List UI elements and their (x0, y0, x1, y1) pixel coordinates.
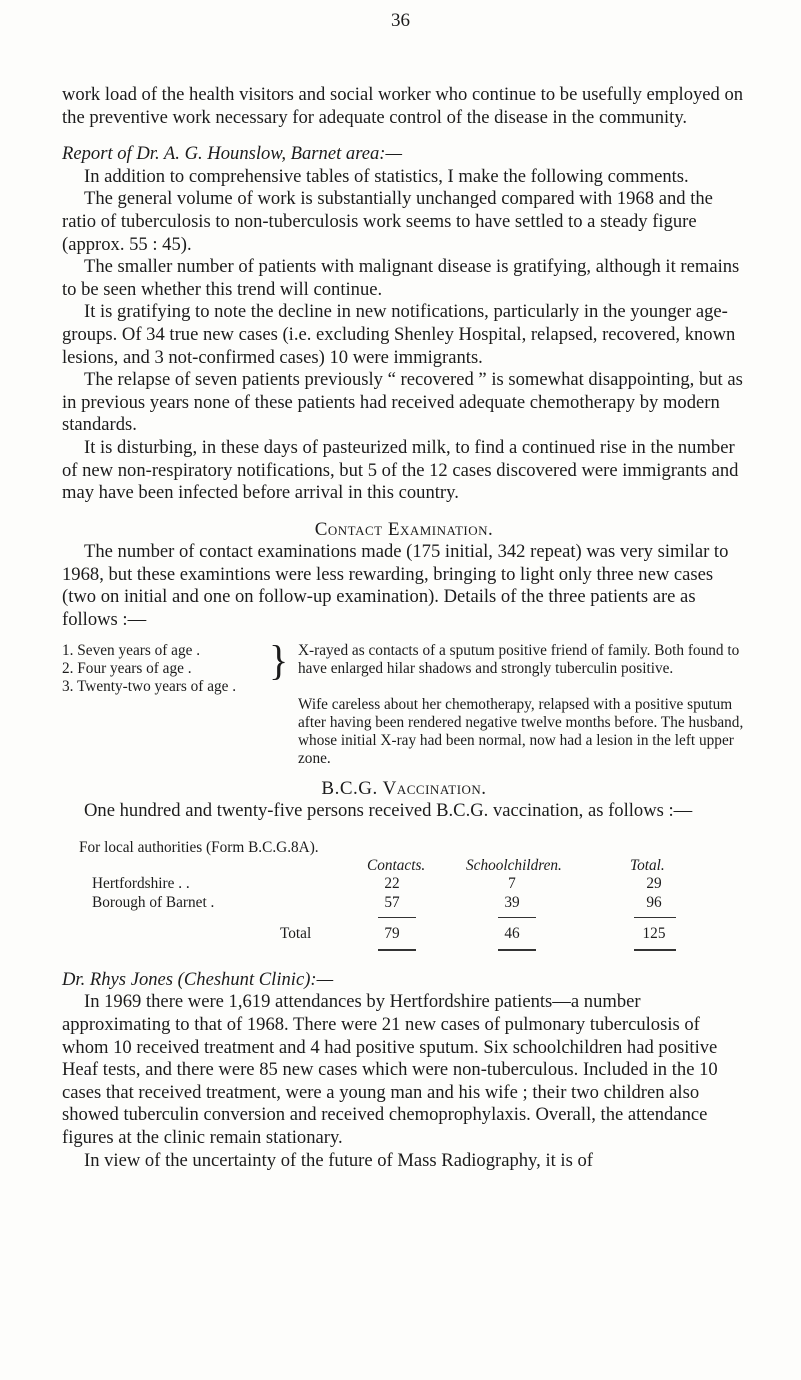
total-value: 46 (504, 924, 520, 942)
total-value: 125 (642, 924, 666, 942)
paragraph-mass-radiography: In view of the uncertainty of the future of Mass Radiography, it is of (84, 1149, 593, 1171)
cell-value: 57 (384, 893, 400, 911)
paragraph-relapse: The relapse of seven patients previously “ recovered ” is somewhat disappointing, but as in previous years none of these patients had received adequate chemotherapy by modern standards. (62, 369, 743, 436)
paragraph-notifications: It is gratifying to note the decline in new notifications, particularly in the younger age-groups. Of 34 true new cases (i.e. excluding Shenley Hospital, relapsed, recovered, known lesions, and 3 not-confirmed cases) 10 were immigrants. (62, 301, 736, 368)
paragraph-comments: In addition to comprehensive tables of statistics, I make the following comments. (84, 165, 689, 187)
cell-value: 39 (504, 893, 520, 911)
subtotal-rule (498, 917, 536, 918)
bcg-vaccination-heading: B.C.G. Vaccination. (321, 777, 487, 799)
case-list (62, 636, 746, 768)
paragraph-bcg: One hundred and twenty-five persons received B.C.G. vaccination, as follows :— (84, 800, 693, 822)
table-row (62, 875, 746, 894)
subtotal-rule (378, 917, 416, 918)
brace-symbol: } (269, 636, 289, 684)
table-row (62, 894, 746, 913)
table-total-row (62, 925, 746, 944)
body-text (62, 84, 746, 1172)
paragraph-volume: The general volume of work is substantially unchanged compared with 1968 and the ratio of tuberculosis to non-tuberculosis work seems to have settled to a steady figure (approx. 55 : 45). (62, 188, 713, 255)
table-caption: For local authorities (Form B.C.G.8A). (79, 838, 319, 856)
report-heading: Report of Dr. A. G. Hounslow, Barnet area:— (62, 143, 403, 165)
case-3-label: 3. Twenty-two years of age . (62, 678, 237, 696)
paragraph-contact: The number of contact examinations made (175 initial, 342 repeat) was very similar to 1968, but these examintions were less rewarding, bringing to light only three new cases (two on initial and one on follow-up examination). Details of the three patients are as follows :— (62, 541, 729, 631)
case-1-label: 1. Seven years of age . (62, 641, 201, 659)
header-schoolchildren: Schoolchildren. (466, 856, 562, 874)
total-label: Total (280, 924, 312, 942)
rhys-jones-heading: Dr. Rhys Jones (Cheshunt Clinic):— (62, 968, 334, 990)
total-rule (498, 949, 536, 951)
header-total: Total. (630, 856, 665, 874)
contact-examination-heading: Contact Examination. (314, 518, 494, 540)
cell-value: 22 (384, 874, 400, 892)
page-number: 36 (391, 10, 410, 31)
total-rule (378, 949, 416, 951)
paragraph-malignant: The smaller number of patients with malignant disease is gratifying, although it remains to be seen whether this trend will continue. (62, 256, 740, 300)
bcg-table (62, 839, 746, 955)
paragraph-cheshunt: In 1969 there were 1,619 attendances by Hertfordshire patients—a number approximating to that of 1968. There were 21 new cases of pulmonary tuberculosis of whom 10 received treatment and 4 had positive sputum. Six schoolchildren had positive Heaf tests, and there were 85 new cases which were non-tuberculous. Included in the 10 cases that received treatment, were a young man and his wife ; their two children also showed tuberculin conversion and received chemoprophylaxis. Overall, the attendance figures at the clinic remain stationary. (62, 991, 718, 1148)
total-value: 79 (384, 924, 400, 942)
total-rule (634, 949, 676, 951)
cell-value: 96 (646, 893, 662, 911)
case-1-2-description: X-rayed as contacts of a sputum positive friend of family. Both found to have enlarged hilar shadows and strongly tuberculin positive. (298, 641, 740, 677)
row-name: Borough of Barnet . (92, 893, 215, 911)
cell-value: 29 (646, 874, 662, 892)
header-contacts: Contacts. (367, 856, 426, 874)
case-3-description: Wife careless about her chemotherapy, relapsed with a positive sputum after having been rendered negative twelve months before. The husband, whose initial X-ray had been normal, now had a lesion in the left upper zone. (298, 695, 744, 768)
row-name: Hertfordshire . . (92, 874, 190, 892)
subtotal-rule (634, 917, 676, 918)
cell-value: 7 (508, 874, 516, 892)
intro-paragraph: work load of the health visitors and social worker who continue to be usefully employed on the preventive work necessary for adequate control of the disease in the community. (62, 84, 744, 128)
paragraph-non-respiratory: It is disturbing, in these days of pasteurized milk, to find a continued rise in the number of new non-respiratory notifications, but 5 of the 12 cases discovered were immigrants and may have been infected before arrival in this country. (62, 436, 739, 504)
case-2-label: 2. Four years of age . (62, 659, 192, 677)
